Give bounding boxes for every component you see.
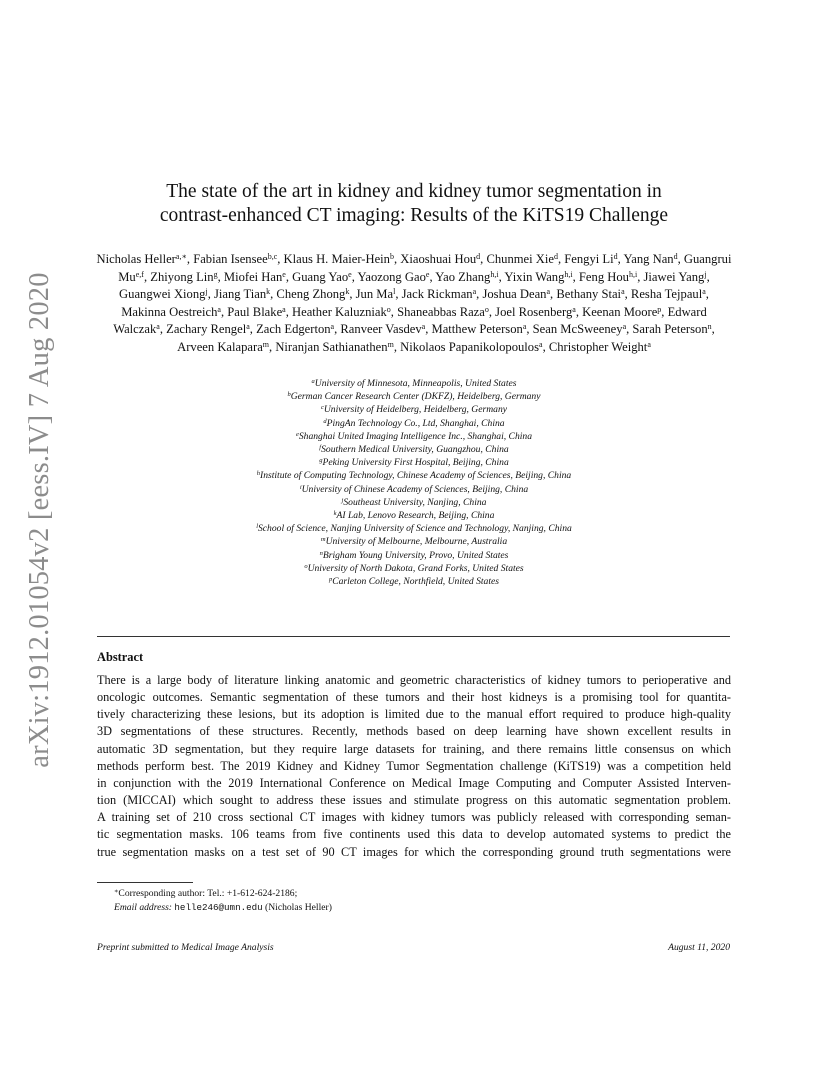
author-affiliation-marker: a	[621, 287, 625, 297]
abstract-line: tic segmentation masks. 106 teams from five continents used this data to develop automated systems to predict the	[97, 827, 731, 842]
affiliation	[98, 522, 730, 535]
author	[119, 287, 208, 301]
author	[643, 270, 706, 284]
affiliation	[98, 403, 730, 416]
footnote-rule	[97, 882, 193, 883]
author-name: Paul Blake	[227, 304, 283, 319]
author-name: Klaus H. Maier-Hein	[283, 252, 390, 266]
author-name: Nikolaos Papanikolopoulos	[400, 339, 539, 354]
abstract-top-rule	[97, 636, 730, 637]
affiliation-key: b	[287, 391, 291, 399]
author	[97, 252, 187, 266]
affiliation	[98, 390, 730, 403]
author-affiliation-marker: a	[572, 304, 576, 314]
abstract-line: There is a large body of literature linking anatomic and geometric characteristics of kidney tumors to perioperative and	[97, 673, 731, 687]
author-name: Edward Walczak	[113, 304, 707, 337]
author-name: Sean McSweeney	[532, 322, 623, 337]
affiliation-key: a	[311, 378, 315, 385]
abstract-line: methods perform best. The 2019 Kidney and Kidney Tumor Segmentation challenge (KiTS19) was a competition held	[97, 758, 731, 773]
affiliation-text: AI Lab, Lenovo Research, Beijing, China	[336, 510, 495, 522]
author-name: Cheng Zhong	[276, 287, 346, 302]
affiliation-text: Institute of Computing Technology, Chinese Academy of Sciences, Beijing, China	[260, 470, 572, 482]
author	[177, 340, 269, 354]
abstract-heading: Abstract	[97, 650, 144, 664]
affiliation-key: j	[341, 496, 344, 504]
author-affiliation-marker: b	[389, 252, 394, 261]
author-affiliation-marker: a	[217, 304, 221, 314]
author	[256, 322, 334, 336]
author	[631, 287, 706, 301]
author	[495, 305, 576, 319]
author-affiliation-marker: n	[707, 322, 712, 332]
affiliation-text: University of Minnesota, Minneapolis, United States	[314, 378, 517, 389]
author-affiliation-marker: m	[262, 339, 270, 349]
author	[227, 305, 285, 319]
affiliation-text: University of Chinese Academy of Sciences, Beijing, China	[301, 483, 529, 495]
author	[486, 252, 558, 266]
author-name: Fengyi Li	[564, 252, 614, 266]
author	[224, 270, 286, 284]
author-name: Jack Rickman	[401, 287, 473, 302]
affiliation-key: p	[328, 576, 333, 584]
footnote-corresponding-text: Corresponding author: Tel.: +1-612-624-2186;	[118, 888, 298, 899]
affiliation	[98, 535, 730, 548]
author	[632, 322, 711, 336]
author	[397, 305, 489, 319]
author-affiliation-marker: d	[673, 252, 678, 261]
affiliation-key: o	[304, 562, 308, 570]
author	[579, 270, 637, 284]
affiliation	[98, 483, 730, 496]
affiliation-text: University of Heidelberg, Heidelberg, Germany	[323, 404, 507, 416]
author-name: Yixin Wang	[504, 269, 565, 284]
author-name: Zhiyong Lin	[150, 269, 214, 284]
abstract-body	[97, 672, 731, 861]
author	[214, 287, 270, 301]
author	[623, 252, 677, 266]
author	[356, 287, 396, 301]
author-affiliation-marker: a	[282, 304, 286, 314]
author	[292, 270, 352, 284]
author	[166, 322, 250, 336]
footer-preprint-note: Preprint submitted to Medical Image Analysis	[97, 942, 274, 953]
author	[504, 270, 572, 284]
paper-title	[98, 180, 730, 228]
affiliation-text: German Cancer Research Center (DKFZ), Heidelberg, Germany	[290, 391, 541, 403]
author	[340, 322, 425, 336]
footnote-marker: ∗	[114, 888, 119, 895]
author-name: Fabian Isensee	[193, 252, 268, 266]
author-affiliation-marker: b,c	[267, 252, 278, 261]
affiliation-text: PingAn Technology Co., Ltd, Shanghai, China	[326, 417, 505, 429]
author-affiliation-marker: e	[425, 269, 430, 279]
title-line-2: contrast-enhanced CT imaging: Results of the KiTS19 Challenge	[159, 205, 669, 226]
author-list: Nicholas Heller$^{a,∗}$, Fabian Isensee$^{b,c}$, Klaus H. Maier-Hein$^b$, Xiaoshuai Hou$^d$, Chunmei Xie$^d$, Fengyi Li$^d$, Yang Nan$^d$, Guangrui Mu$^{e,f}$, Zhiyong Lin$^g$, Miofei Han$^e$, Guang Yao$^e$, Yaozong Gao$^e$, Yao Zhang$^{h,i}$, Yixin Wang$^{h,i}$, Feng Hou$^{h,i}$, Jiawei Yang$^j$, Guangwei Xiong$^j$, Jiang Tian$^k$, Cheng Zhong$^k$, Jun Ma$^l$, Jack Rickman$^a$, Joshua Dean$^a$, Bethany Stai$^a$, Resha Tejpaul$^a$, Makinna Oestreich$^a$, Paul Blake$^a$, Heather Kaluzniak$^o$, Shaneabbas Raza$^o$, Joel Rosenberg$^a$, Keenan Moore$^p$, Edward Walczak$^a$, Zachary Rengel$^a$, Zach Edgerton$^a$, Ranveer Vasdev$^a$, Matthew Peterson$^a$, Sean McSweeney$^a$, Sarah Peterson$^n$, Arveen Kalapara$^m$, Niranjan Sathianathen$^m$, Nikolaos Papanikolopoulos$^a$, Christopher Weight$^a$	[96, 252, 732, 354]
affiliation-text: Brigham Young University, Provo, United States	[322, 549, 509, 561]
author-name: Yao Zhang	[435, 269, 491, 284]
author	[358, 270, 430, 284]
author-name: Chunmei Xie	[486, 252, 554, 266]
abstract-line: automatic 3D segmentation, but they require large datasets for training, and there remains little consensus on which	[97, 741, 731, 756]
author	[400, 252, 480, 266]
affiliation-text: Southern Medical University, Guangzhou, China	[321, 444, 509, 456]
author-name: Matthew Peterson	[431, 322, 523, 337]
email-name: (Nicholas Heller)	[265, 902, 332, 913]
author-name: Shaneabbas Raza	[397, 304, 485, 319]
author-affiliation-marker: h,i	[564, 269, 573, 279]
author	[482, 287, 550, 301]
author	[292, 305, 391, 319]
affiliation-key: h	[256, 470, 260, 478]
affiliation-key: m	[320, 536, 326, 544]
author-affiliation-marker: h,i	[490, 269, 499, 279]
author	[556, 287, 624, 301]
author-affiliation-marker: a,∗	[175, 252, 187, 261]
author	[121, 305, 221, 319]
author-affiliation-marker: k	[345, 287, 350, 297]
author-affiliation-marker: a	[647, 339, 651, 349]
affiliation-key: l	[256, 523, 258, 531]
author	[549, 340, 651, 354]
affiliation-key: i	[299, 483, 302, 491]
author-name: Joel Rosenberg	[495, 304, 573, 319]
affiliation-list	[98, 377, 730, 588]
author-affiliation-marker: e,f	[135, 269, 144, 279]
author-affiliation-marker: h,i	[628, 269, 638, 279]
author-affiliation-marker: k	[266, 287, 271, 297]
affiliation	[98, 549, 730, 562]
author	[276, 287, 349, 301]
author	[193, 252, 277, 266]
author-name: Keenan Moore	[582, 304, 658, 319]
author	[400, 340, 542, 354]
author-name: Yaozong Gao	[357, 269, 426, 284]
affiliation-text: Peking University First Hospital, Beijing, China	[322, 457, 509, 469]
author-name: Niranjan Sathianathen	[275, 339, 388, 354]
author-affiliation-marker: a	[421, 322, 426, 332]
abstract-line: tively characterizing these lesions, but its adoption is limited due to the manual effort required to produce high-quality	[97, 707, 731, 722]
affiliation-text: Carleton College, Northfield, United States	[332, 576, 500, 588]
author-name: Joshua Dean	[482, 287, 547, 302]
author-name: Guang Yao	[292, 269, 349, 284]
author-name: Jiawei Yang	[643, 269, 705, 284]
author-affiliation-marker: l	[393, 287, 396, 297]
author-name: Jun Ma	[355, 287, 394, 302]
affiliation-key: f	[319, 444, 322, 452]
affiliation-key: n	[319, 549, 323, 557]
affiliation-text: University of Melbourne, Melbourne, Australia	[325, 536, 508, 548]
author-name: Nicholas Heller	[96, 252, 176, 266]
abstract-line: 3D segmentations of these structures. Recently, methods based on deep learning have shown excellent results in	[97, 724, 731, 739]
author-name: Makinna Oestreich	[121, 304, 218, 319]
affiliation	[98, 456, 730, 469]
author-name: Zachary Rengel	[166, 322, 247, 337]
affiliation-text: School of Science, Nanjing University of Science and Technology, Nanjing, China	[258, 523, 572, 535]
author-affiliation-marker: a	[546, 287, 551, 297]
author	[582, 305, 661, 319]
author	[435, 270, 498, 284]
author-affiliation-marker: a	[702, 287, 706, 297]
author-affiliation-marker: a	[156, 322, 160, 332]
email-link[interactable]: helle246@umn.edu	[174, 902, 263, 913]
affiliation-key: d	[323, 417, 327, 425]
footnote	[114, 887, 332, 915]
author-name: Sarah Peterson	[632, 322, 708, 337]
title-line-1: The state of the art in kidney and kidney tumor segmentation in	[166, 181, 662, 202]
affiliation-key: k	[333, 510, 337, 518]
author	[402, 287, 477, 301]
email-label: Email address:	[114, 902, 173, 913]
author-name: Guangrui Mu	[118, 252, 732, 284]
author-name: Miofei Han	[223, 269, 283, 284]
author-name: Ranveer Vasdev	[340, 322, 422, 337]
author	[275, 340, 394, 354]
author	[564, 252, 617, 266]
abstract-line: in conjunction with the 2019 International Conference on Medical Image Computing and Computer Assisted Interven-	[97, 775, 731, 790]
affiliation-text: University of North Dakota, Grand Forks, United States	[307, 562, 524, 574]
author	[150, 270, 217, 284]
author-affiliation-marker: o	[484, 304, 489, 314]
author-affiliation-marker: a	[539, 339, 543, 349]
author-affiliation-marker: j	[704, 269, 707, 279]
footnote-email-line	[114, 901, 332, 915]
author-affiliation-marker: d	[613, 252, 618, 261]
author-affiliation-marker: p	[657, 304, 662, 314]
affiliation-key: g	[319, 457, 323, 465]
affiliation	[98, 430, 730, 443]
affiliation	[98, 509, 730, 522]
author-name: Yang Nan	[623, 252, 674, 266]
author-name: Xiaoshuai Hou	[400, 252, 477, 266]
abstract-line: tion (MICCAI) which sought to address these issues and stimulate progress on this automatic segmentation problem.	[97, 793, 731, 808]
author-affiliation-marker: d	[476, 252, 481, 261]
author-name: Christopher Weight	[548, 339, 648, 354]
author-affiliation-marker: e	[282, 269, 286, 279]
footer-date: August 11, 2020	[668, 942, 730, 953]
author-affiliation-marker: a	[472, 287, 477, 297]
author-affiliation-marker: a	[246, 322, 250, 332]
author-affiliation-marker: a	[622, 322, 627, 332]
author-affiliation-marker: j	[205, 287, 208, 297]
author-affiliation-marker: a	[330, 322, 335, 332]
author-affiliation-marker: m	[387, 339, 394, 349]
abstract-line: A training set of 210 cross sectional CT images with kidney tumors was publicly released with corresponding seman-	[97, 810, 731, 825]
author-affiliation-marker: e	[348, 269, 352, 279]
author	[533, 322, 626, 336]
abstract-line: oncologic outcomes. Semantic segmentation of these tumors and their host kidneys is a promising tool for quantita-	[97, 690, 731, 705]
author-name: Feng Hou	[578, 269, 629, 284]
affiliation	[98, 562, 730, 575]
affiliation	[98, 496, 730, 509]
author-name: Arveen Kalapara	[177, 339, 263, 354]
affiliation	[98, 443, 730, 456]
affiliation-text: Shanghai United Imaging Intelligence Inc., Shanghai, China	[298, 430, 533, 442]
author-name: Heather Kaluzniak	[292, 304, 387, 319]
author	[432, 322, 527, 336]
author	[284, 252, 394, 266]
affiliation-key: e	[295, 430, 299, 438]
author-affiliation-marker: o	[386, 304, 391, 314]
author-affiliation-marker: d	[553, 252, 558, 261]
author-affiliation-marker: a	[522, 322, 527, 332]
author-affiliation-marker: g	[213, 269, 218, 279]
affiliation	[98, 575, 730, 588]
footnote-corresponding	[114, 887, 332, 901]
arxiv-stamp: arXiv:1912.01054v2 [eess.IV] 7 Aug 2020	[24, 272, 55, 768]
affiliation-key: c	[320, 404, 324, 412]
author-name: Zach Edgerton	[256, 322, 331, 337]
author-name: Guangwei Xiong	[119, 287, 206, 302]
affiliation	[98, 417, 730, 430]
author-name: Jiang Tian	[213, 287, 267, 302]
affiliation	[98, 377, 730, 390]
abstract-line: true segmentation masks on a test set of 90 CT images for which the corresponding ground truth segmentations were	[97, 844, 731, 859]
author-name: Bethany Stai	[556, 287, 622, 302]
affiliation	[98, 469, 730, 482]
author-name: Resha Tejpaul	[630, 287, 703, 302]
affiliation-text: Southeast University, Nanjing, China	[343, 496, 487, 508]
